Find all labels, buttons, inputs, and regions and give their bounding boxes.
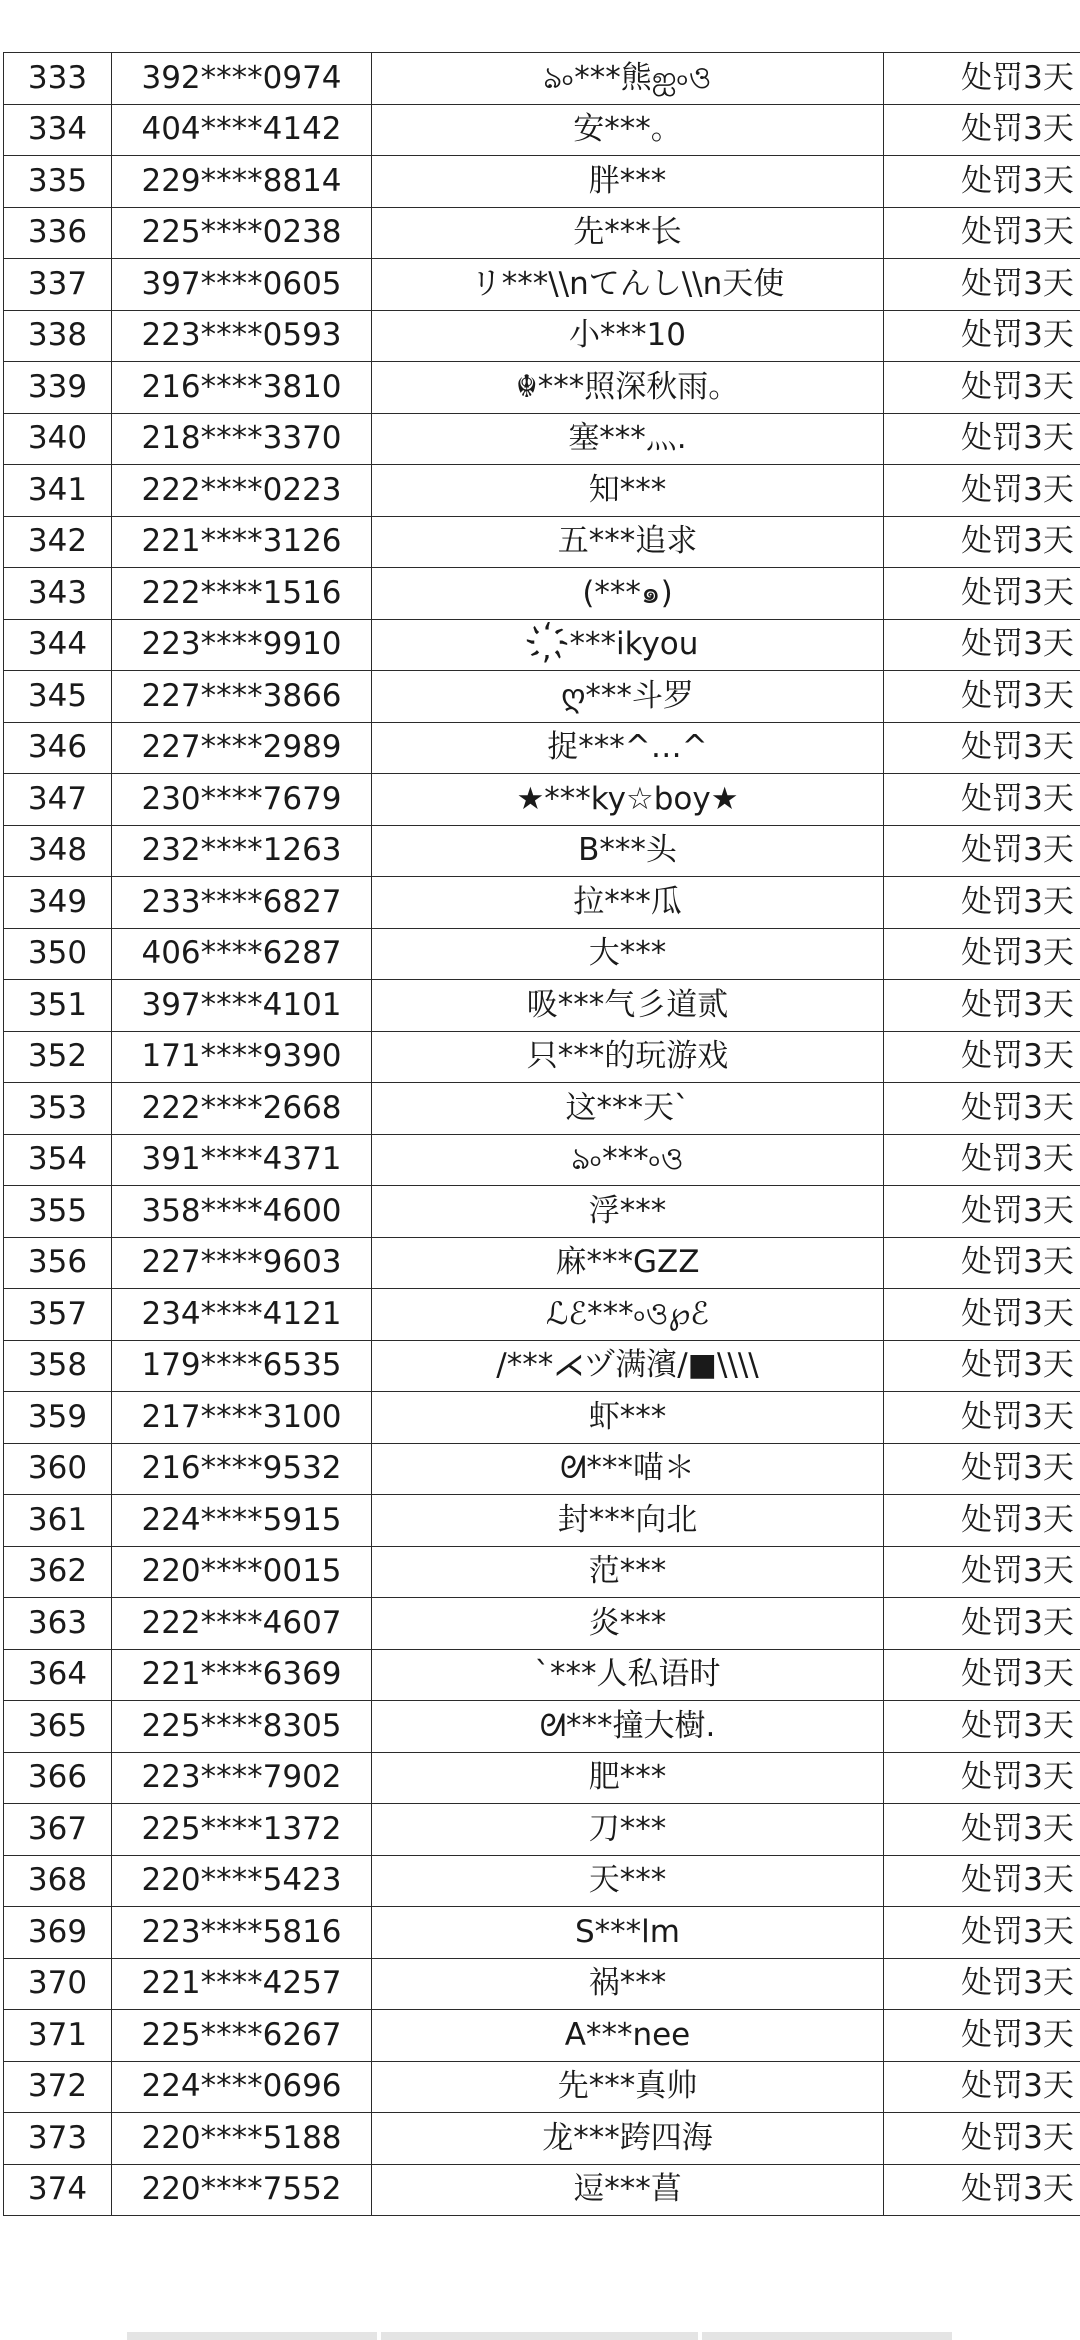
cell-nickname: 范*** [372,1546,884,1598]
cell-number: 338 [4,310,112,362]
cell-user-id: 358****4600 [112,1186,372,1238]
cell-nickname: ঌ৹***熊ஐ৹ও [372,53,884,105]
cell-user-id: 221****6369 [112,1649,372,1701]
cell-user-id: 227****3866 [112,671,372,723]
table-row [4,568,1080,620]
table-body [4,53,1080,2216]
cell-nickname: 刀*** [372,1804,884,1856]
cell-nickname: 封***向北 [372,1495,884,1547]
cell-penalty: 处罚3天 [884,1598,1080,1650]
cell-nickname: 安***。 [372,104,884,156]
cell-number: 373 [4,2113,112,2165]
table-row [4,1598,1080,1650]
cell-user-id: 224****5915 [112,1495,372,1547]
cell-number: 348 [4,825,112,877]
table-row [4,2061,1080,2113]
penalty-list-table [3,52,1080,2216]
table-row [4,1083,1080,1135]
cell-user-id: 220****7552 [112,2164,372,2216]
cell-number: 342 [4,516,112,568]
cell-penalty: 处罚3天 [884,1443,1080,1495]
cell-penalty: 处罚3天 [884,1907,1080,1959]
cell-penalty: 处罚3天 [884,156,1080,208]
table-row [4,465,1080,517]
cell-penalty: 处罚3天 [884,2164,1080,2216]
cell-penalty: 处罚3天 [884,1649,1080,1701]
cell-number: 333 [4,53,112,105]
cell-penalty: 处罚3天 [884,104,1080,156]
cell-number: 362 [4,1546,112,1598]
cell-penalty: 处罚3天 [884,1083,1080,1135]
table-row [4,2010,1080,2062]
cell-number: 370 [4,1958,112,2010]
table-row [4,1701,1080,1753]
cell-user-id: 397****4101 [112,980,372,1032]
cell-number: 357 [4,1289,112,1341]
cell-number: 361 [4,1495,112,1547]
table-row [4,1237,1080,1289]
table-row [4,980,1080,1032]
cell-nickname: A***nee [372,2010,884,2062]
cell-nickname: 麻***GZZ [372,1237,884,1289]
cell-number: 368 [4,1855,112,1907]
cell-nickname: 天*** [372,1855,884,1907]
cell-number: 366 [4,1752,112,1804]
cell-user-id: 223****0593 [112,310,372,362]
cell-user-id: 216****9532 [112,1443,372,1495]
cell-number: 352 [4,1031,112,1083]
cell-nickname: ღ***斗罗 [372,671,884,723]
table-row [4,53,1080,105]
cell-nickname: 肥*** [372,1752,884,1804]
cell-nickname: ҉***ikyou [372,619,884,671]
cell-user-id: 221****3126 [112,516,372,568]
cell-user-id: 217****3100 [112,1392,372,1444]
cell-number: 371 [4,2010,112,2062]
cell-penalty: 处罚3天 [884,516,1080,568]
cell-penalty: 处罚3天 [884,671,1080,723]
cell-penalty: 处罚3天 [884,362,1080,414]
cell-penalty: 处罚3天 [884,259,1080,311]
cell-user-id: 222****2668 [112,1083,372,1135]
table-row [4,1392,1080,1444]
table-row [4,516,1080,568]
cell-nickname: 大*** [372,928,884,980]
cell-user-id: 229****8814 [112,156,372,208]
cell-nickname: リ***\\nてんし\\n天使 [372,259,884,311]
cell-number: 347 [4,774,112,826]
cell-number: 372 [4,2061,112,2113]
cell-user-id: 234****4121 [112,1289,372,1341]
table-row [4,104,1080,156]
cell-nickname: S***lm [372,1907,884,1959]
table-row [4,774,1080,826]
cell-nickname: ᘛ***喵＊ [372,1443,884,1495]
table-row [4,2164,1080,2216]
cell-penalty: 处罚3天 [884,2061,1080,2113]
cell-penalty: 处罚3天 [884,465,1080,517]
header-cell-fragment [381,2332,698,2340]
cell-penalty: 处罚3天 [884,928,1080,980]
cell-user-id: 225****1372 [112,1804,372,1856]
table-row [4,259,1080,311]
cell-penalty: 处罚3天 [884,1701,1080,1753]
table-row [4,1186,1080,1238]
penalty-table-container [3,52,1080,2216]
cell-penalty: 处罚3天 [884,1855,1080,1907]
cell-number: 335 [4,156,112,208]
cell-penalty: 处罚3天 [884,413,1080,465]
table-row [4,413,1080,465]
cell-user-id: 222****0223 [112,465,372,517]
cell-nickname: 拉***瓜 [372,877,884,929]
cell-nickname: 龙***跨四海 [372,2113,884,2165]
cell-user-id: 220****5423 [112,1855,372,1907]
cell-user-id: 222****1516 [112,568,372,620]
cell-user-id: 224****0696 [112,2061,372,2113]
cell-number: 354 [4,1134,112,1186]
table-row [4,1495,1080,1547]
cell-user-id: 223****5816 [112,1907,372,1959]
cell-user-id: 222****4607 [112,1598,372,1650]
table-row [4,156,1080,208]
cell-nickname: (***๑) [372,568,884,620]
cell-penalty: 处罚3天 [884,1495,1080,1547]
table-row [4,310,1080,362]
cell-nickname: 逗***菖 [372,2164,884,2216]
cell-user-id: 397****0605 [112,259,372,311]
table-row [4,1546,1080,1598]
table-row [4,1855,1080,1907]
cell-nickname: 祸*** [372,1958,884,2010]
cell-number: 374 [4,2164,112,2216]
cell-penalty: 处罚3天 [884,1031,1080,1083]
cell-user-id: 227****2989 [112,722,372,774]
cell-user-id: 404****4142 [112,104,372,156]
cell-penalty: 处罚3天 [884,207,1080,259]
cell-nickname: 这***天` [372,1083,884,1135]
cell-user-id: 225****6267 [112,2010,372,2062]
cell-number: 345 [4,671,112,723]
cell-penalty: 处罚3天 [884,310,1080,362]
table-row [4,1804,1080,1856]
cell-penalty: 处罚3天 [884,568,1080,620]
header-cell-fragment [127,2332,377,2340]
cell-penalty: 处罚3天 [884,1134,1080,1186]
table-row [4,619,1080,671]
table-row [4,1649,1080,1701]
cell-number: 365 [4,1701,112,1753]
cell-number: 340 [4,413,112,465]
cell-nickname: ★***ky☆boy★ [372,774,884,826]
cell-number: 336 [4,207,112,259]
cell-user-id: 223****9910 [112,619,372,671]
cell-user-id: 221****4257 [112,1958,372,2010]
cell-number: 358 [4,1340,112,1392]
cell-penalty: 处罚3天 [884,774,1080,826]
cell-number: 339 [4,362,112,414]
cell-number: 356 [4,1237,112,1289]
cell-nickname: 知*** [372,465,884,517]
cell-nickname: ᘛ***撞大樹. [372,1701,884,1753]
cell-user-id: 220****0015 [112,1546,372,1598]
cell-user-id: 218****3370 [112,413,372,465]
cell-nickname: 胖*** [372,156,884,208]
cell-nickname: ঌ৹***৹ও [372,1134,884,1186]
cell-nickname: /***⋌ヅ满濱/■\\\\ [372,1340,884,1392]
cell-penalty: 处罚3天 [884,825,1080,877]
cell-number: 344 [4,619,112,671]
cell-user-id: 230****7679 [112,774,372,826]
next-table-header-strip [0,2328,1080,2340]
cell-user-id: 392****0974 [112,53,372,105]
table-row [4,1752,1080,1804]
cell-user-id: 179****6535 [112,1340,372,1392]
table-row [4,1031,1080,1083]
cell-penalty: 处罚3天 [884,722,1080,774]
cell-penalty: 处罚3天 [884,1804,1080,1856]
table-row [4,1340,1080,1392]
cell-user-id: 232****1263 [112,825,372,877]
table-row [4,928,1080,980]
table-row [4,825,1080,877]
cell-nickname: ☬***照深秋雨。 [372,362,884,414]
cell-nickname: 只***的玩游戏 [372,1031,884,1083]
cell-nickname: 先***真帅 [372,2061,884,2113]
table-row [4,362,1080,414]
cell-nickname: `***人私语时 [372,1649,884,1701]
cell-number: 359 [4,1392,112,1444]
header-cell-fragment [702,2332,952,2340]
cell-nickname: 浮*** [372,1186,884,1238]
table-row [4,877,1080,929]
cell-number: 367 [4,1804,112,1856]
cell-number: 353 [4,1083,112,1135]
cell-number: 341 [4,465,112,517]
cell-nickname: 吸***气彡道贰 [372,980,884,1032]
cell-user-id: 227****9603 [112,1237,372,1289]
cell-nickname: 小***10 [372,310,884,362]
cell-penalty: 处罚3天 [884,2010,1080,2062]
cell-penalty: 处罚3天 [884,53,1080,105]
cell-penalty: 处罚3天 [884,1392,1080,1444]
cell-number: 334 [4,104,112,156]
cell-penalty: 处罚3天 [884,877,1080,929]
table-row [4,207,1080,259]
cell-penalty: 处罚3天 [884,1340,1080,1392]
table-row [4,1958,1080,2010]
cell-user-id: 391****4371 [112,1134,372,1186]
cell-penalty: 处罚3天 [884,1958,1080,2010]
cell-number: 346 [4,722,112,774]
cell-nickname: 塞***灬. [372,413,884,465]
cell-number: 343 [4,568,112,620]
cell-nickname: 捉***^…^ [372,722,884,774]
cell-nickname: 五***追求 [372,516,884,568]
cell-user-id: 216****3810 [112,362,372,414]
cell-user-id: 171****9390 [112,1031,372,1083]
table-row [4,671,1080,723]
cell-user-id: 225****0238 [112,207,372,259]
cell-user-id: 223****7902 [112,1752,372,1804]
cell-number: 364 [4,1649,112,1701]
cell-nickname: ℒℰ***৹ও℘ℰ [372,1289,884,1341]
cell-number: 350 [4,928,112,980]
cell-penalty: 处罚3天 [884,980,1080,1032]
cell-user-id: 406****6287 [112,928,372,980]
table-row [4,1134,1080,1186]
cell-penalty: 处罚3天 [884,619,1080,671]
table-row [4,1443,1080,1495]
cell-user-id: 220****5188 [112,2113,372,2165]
table-row [4,1907,1080,1959]
cell-nickname: 炎*** [372,1598,884,1650]
cell-penalty: 处罚3天 [884,1546,1080,1598]
cell-number: 355 [4,1186,112,1238]
cell-number: 360 [4,1443,112,1495]
cell-penalty: 处罚3天 [884,1237,1080,1289]
cell-nickname: 先***长 [372,207,884,259]
cell-penalty: 处罚3天 [884,1186,1080,1238]
cell-number: 351 [4,980,112,1032]
cell-number: 369 [4,1907,112,1959]
table-row [4,1289,1080,1341]
cell-penalty: 处罚3天 [884,2113,1080,2165]
cell-user-id: 233****6827 [112,877,372,929]
cell-nickname: B***头 [372,825,884,877]
cell-user-id: 225****8305 [112,1701,372,1753]
cell-number: 349 [4,877,112,929]
table-row [4,722,1080,774]
cell-penalty: 处罚3天 [884,1289,1080,1341]
cell-number: 363 [4,1598,112,1650]
table-row [4,2113,1080,2165]
cell-number: 337 [4,259,112,311]
cell-penalty: 处罚3天 [884,1752,1080,1804]
cell-nickname: 虾*** [372,1392,884,1444]
